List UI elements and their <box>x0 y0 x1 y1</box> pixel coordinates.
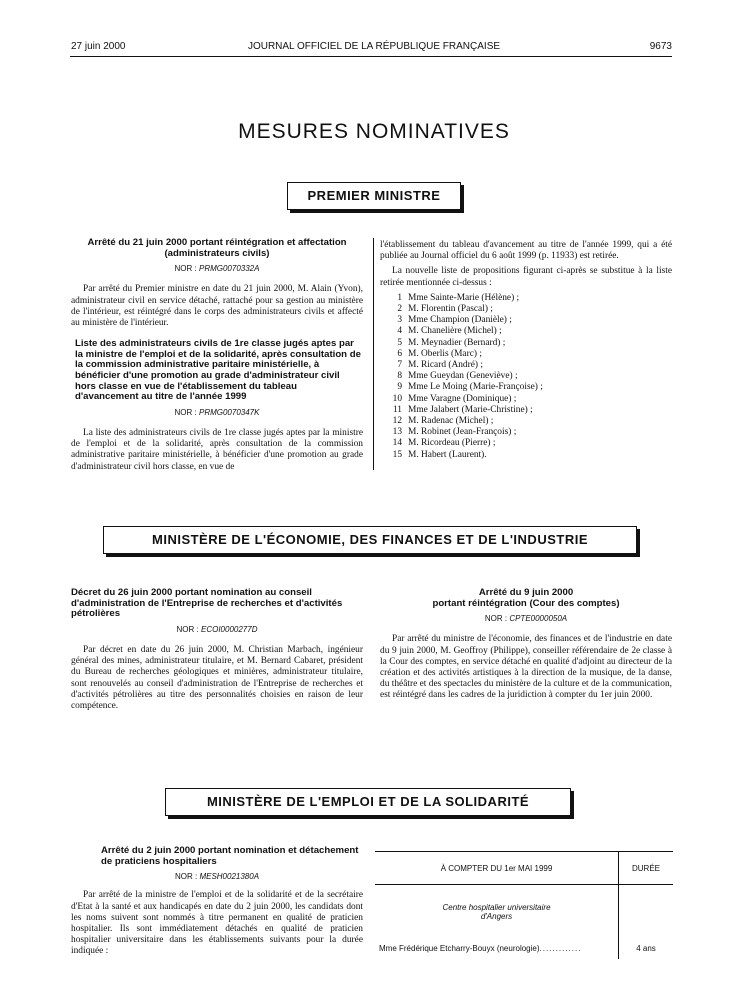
list-item-number: 1 <box>397 292 402 303</box>
column-separator <box>373 238 374 470</box>
table-header-duration: DURÉE <box>631 863 660 873</box>
list-item-name: M. Habert (Laurent). <box>408 449 487 460</box>
list-item <box>380 338 672 349</box>
list-item <box>380 360 672 371</box>
list-item-name: Mme Le Moing (Marie-Françoise) ; <box>408 382 543 393</box>
list-item-name: M. Florentin (Pascal) ; <box>408 304 493 315</box>
list-item-number: 13 <box>392 427 402 438</box>
list-item <box>380 304 672 315</box>
article-heading: Arrêté du 9 juin 2000 <box>478 587 574 598</box>
list-item-name: M. Ricard (André) ; <box>408 360 483 371</box>
list-item-name: Mme Champion (Danièle) ; <box>408 315 512 326</box>
list-item <box>380 427 672 438</box>
article-body: Par arrêté du ministre de l'économie, des finances et de l'industrie en date du 9 juin 2000, M. Geoffroy (Philippe), conseiller référendaire de 2e classe à la Cour des comptes, en service détaché en qualité d'adjoint au directeur de la création et des activités artistiques à la direction de la musique, de la danse, du théâtre et des spectacles du ministère de la culture et de la communication, est réintégré dans les cadres de la juridiction à compter du 1er juin 2000. <box>380 634 672 701</box>
list-item <box>380 371 672 382</box>
nor-reference: NOR : PRMG0070332A <box>174 264 260 274</box>
article-heading: Liste des administrateurs civils de 1re classe jugés aptes par la ministre de l'emploi et de la solidarité, après consultation de la commission administrative paritaire ministérielle, à bénéficier d'une promotion au grade d'administrateur civil hors classe en vue de l'établissement du tableau d'avancement au titre de l'année 1999 <box>75 338 361 403</box>
article-body: Par arrêté du Premier ministre en date du 21 juin 2000, M. Alain (Yvon), administrateur civil en service détaché, rattaché pour sa gestion au ministère de l'intérieur, est réintégré dans le corps des administrateurs civils et affecté au ministère de l'intérieur. <box>71 284 363 328</box>
list-item-number: 2 <box>397 304 402 315</box>
list-item <box>380 382 672 393</box>
article-heading: Décret du 26 juin 2000 portant nomination au conseil d'administration de l'Entreprise de recherches et d'activités pétrolières <box>71 587 343 620</box>
journal-title: JOURNAL OFFICIEL DE LA RÉPUBLIQUE FRANÇAISE <box>247 41 501 52</box>
table-establishment: Centre hospitalier universitaire d'Angers <box>375 885 619 923</box>
list-item-number: 12 <box>392 416 402 427</box>
list-item <box>380 450 672 461</box>
table-row <box>375 922 673 959</box>
list-item-number: 8 <box>397 371 402 382</box>
list-item-number: 15 <box>392 449 402 460</box>
list-item-name: M. Chanelière (Michel) ; <box>408 326 502 337</box>
column-left-2 <box>71 588 363 716</box>
list-item <box>380 349 672 360</box>
list-item-number: 7 <box>397 360 402 371</box>
table-row-name: Mme Frédérique Etcharry-Bouyx (neurologie)............. <box>375 922 619 959</box>
list-item-number: 6 <box>397 348 402 359</box>
list-item <box>380 416 672 427</box>
list-item-number: 10 <box>392 393 402 404</box>
list-item <box>380 293 672 304</box>
list-item-name: M. Robinet (Jean-François) ; <box>408 427 517 438</box>
column-right-2 <box>380 588 672 706</box>
nor-reference: NOR : PRMG0070347K <box>174 407 260 417</box>
nor-reference: NOR : CPTE0000050A <box>484 614 568 624</box>
column-right-1 <box>380 240 672 461</box>
header-rule <box>70 56 672 57</box>
article-heading: portant réintégration (Cour des comptes) <box>432 597 620 609</box>
section-ministere-emploi: MINISTÈRE DE L'EMPLOI ET DE LA SOLIDARITÉ <box>165 788 571 816</box>
list-item-name: M. Ricordeau (Pierre) ; <box>408 438 496 449</box>
names-list <box>380 293 672 461</box>
list-item <box>380 394 672 405</box>
section-premier-ministre: PREMIER MINISTRE <box>287 182 461 210</box>
list-item <box>380 315 672 326</box>
list-item-number: 5 <box>397 337 402 348</box>
article-body-continued: l'établissement du tableau d'avancement au titre de l'année 1999, qui a été publiée au Journal officiel du 6 août 1999 (p. 11933) est retirée. <box>380 240 672 262</box>
column-left-1 <box>71 238 363 477</box>
list-item-name: Mme Jalabert (Marie-Christine) ; <box>408 404 533 415</box>
nomination-table <box>375 851 673 959</box>
article-heading: Arrêté du 21 juin 2000 portant réintégration et affectation (administrateurs civils) <box>87 237 347 259</box>
list-item-number: 3 <box>397 315 402 326</box>
list-item-name: Mme Varagne (Dominique) ; <box>408 393 517 404</box>
list-item <box>380 405 672 416</box>
table-row-duration: 4 ans <box>636 944 656 953</box>
list-item-name: Mme Gueydan (Geneviève) ; <box>408 371 518 382</box>
column-left-3 <box>71 846 363 962</box>
section-ministere-economie: MINISTÈRE DE L'ÉCONOMIE, DES FINANCES ET DE L'INDUSTRIE <box>103 526 637 554</box>
table-header-date: À COMPTER DU 1er MAI 1999 <box>375 852 619 885</box>
list-item-number: 4 <box>397 326 402 337</box>
article-heading: Arrêté du 2 juin 2000 portant nomination et détachement de praticiens hospitaliers <box>101 845 359 867</box>
page-number: 9673 <box>649 41 672 52</box>
list-item <box>380 326 672 337</box>
header-date: 27 juin 2000 <box>71 41 126 52</box>
article-body-continued: La nouvelle liste de propositions figurant ci-après se substitue à la liste retirée mentionnée ci-dessus : <box>380 266 672 288</box>
list-item-number: 11 <box>392 404 402 415</box>
list-item-name: M. Meynadier (Bernard) ; <box>408 337 506 348</box>
list-item-number: 14 <box>392 438 402 449</box>
list-item-name: M. Oberlis (Marc) ; <box>408 348 482 359</box>
nor-reference: NOR : MESH0021380A <box>174 872 260 882</box>
page-title: MESURES NOMINATIVES <box>238 120 510 143</box>
nor-reference: NOR : ECOI0000277D <box>176 624 258 634</box>
list-item-number: 9 <box>397 382 402 393</box>
list-item-name: M. Radenac (Michel) ; <box>408 416 494 427</box>
list-item <box>380 438 672 449</box>
list-item-name: Mme Sainte-Marie (Hélène) ; <box>408 292 520 303</box>
article-body: Par arrêté de la ministre de l'emploi et de la solidarité et de la secrétaire d'Etat à la santé et aux handicapés en date du 2 juin 2000, les candidats dont les noms suivent sont nommés à titre permanent en qualité de praticien hospitalier. Ils sont immédiatement détachés en qualité de praticien hospitalier universitaire dans les établissements suivants pour la durée indiquée : <box>71 890 363 957</box>
article-body: La liste des administrateurs civils de 1re classe jugés aptes par la ministre de l'emploi et de la solidarité, après consultation de la commission administrative paritaire ministérielle, à bénéficier d'une promotion au grade d'administrateur civil hors classe, en vue de <box>71 427 363 472</box>
article-body: Par décret en date du 26 juin 2000, M. Christian Marbach, ingénieur général des mines, administrateur titulaire, et M. Bernard Cabaret, président du Bureau de recherches géologiques et minières, administrateur titulaire, sont renouvelés au conseil d'administration de l'Entreprise de recherches et d'activités pétrolières au titre des personnalités choisies en raison de leur compétence. <box>71 644 363 711</box>
